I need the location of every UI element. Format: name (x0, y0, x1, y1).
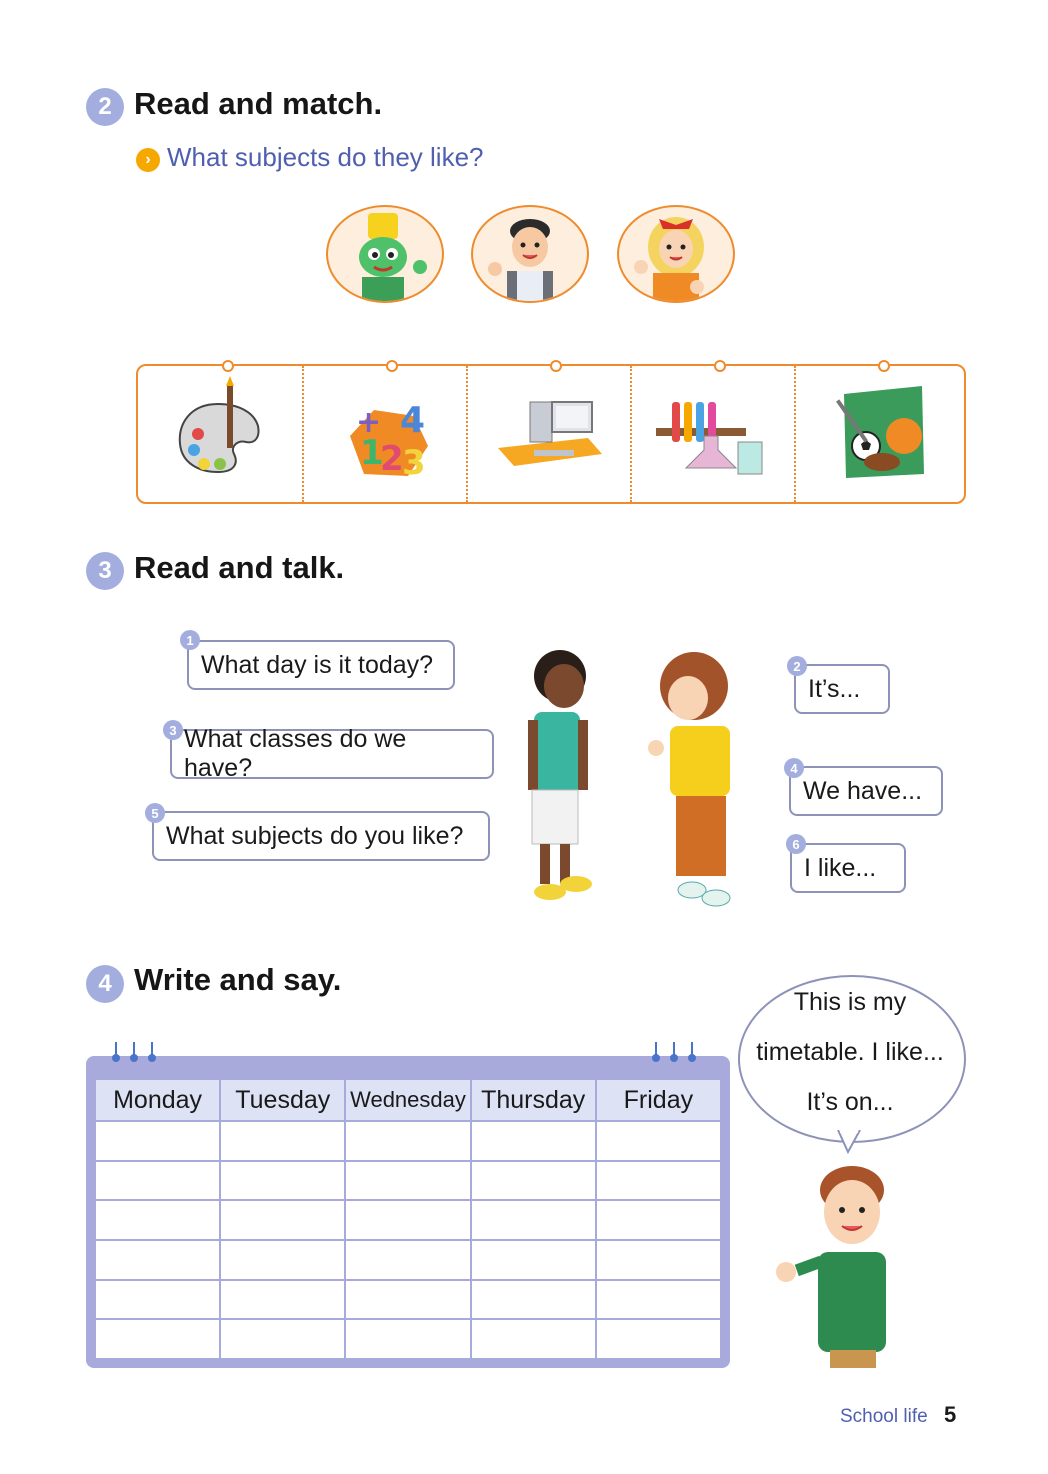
bubble-text: What classes do we have? (184, 725, 407, 782)
timetable-cell[interactable] (472, 1162, 595, 1200)
bubble-number: 6 (786, 834, 806, 854)
ring-icon (112, 1042, 120, 1064)
ring-icon (688, 1042, 696, 1064)
bubble-text: We have... (803, 776, 923, 805)
timetable-cell[interactable] (472, 1201, 595, 1239)
speech-bubble-6 (790, 843, 906, 893)
turtle-character-icon (328, 207, 442, 301)
bubble-text: I like... (804, 853, 877, 882)
timetable-cell[interactable] (346, 1201, 469, 1239)
speech-bubble-3 (170, 725, 494, 782)
timetable-cell[interactable] (346, 1281, 469, 1319)
two-children-illustration (520, 640, 760, 912)
bubble-number: 4 (784, 758, 804, 778)
avatar-boy (471, 205, 589, 303)
timetable-cell[interactable] (597, 1162, 720, 1200)
footer-unit-label: School life (840, 1406, 928, 1427)
speech-line-1: This is my (793, 988, 907, 1016)
subject-science[interactable] (630, 366, 796, 502)
bubble-number: 1 (180, 630, 200, 650)
subject-art[interactable] (138, 366, 302, 502)
bubble-text: It’s... (808, 674, 861, 703)
page-number: 5 (944, 1402, 957, 1427)
timetable-cell[interactable] (472, 1241, 595, 1279)
bubble-text: What day is it today? (201, 650, 434, 679)
ring-icon (148, 1042, 156, 1064)
svg-text:1: 1 (360, 433, 384, 473)
timetable-cell[interactable] (346, 1241, 469, 1279)
subject-picture-strip (136, 364, 966, 504)
computer-icon (468, 366, 632, 502)
ring-icon (130, 1042, 138, 1064)
timetable-cell[interactable] (96, 1162, 219, 1200)
timetable (86, 1056, 730, 1368)
timetable-cell[interactable] (597, 1201, 720, 1239)
subject-pe[interactable] (794, 366, 960, 502)
day-header-thursday: Thursday (472, 1080, 595, 1120)
timetable-cell[interactable] (346, 1122, 469, 1160)
boy-character-icon (473, 207, 587, 301)
timetable-cell[interactable] (597, 1281, 720, 1319)
day-header-wednesday: Wednesday (346, 1080, 469, 1120)
bubble-number: 3 (163, 720, 183, 740)
section-4-title: Write and say. (134, 962, 342, 997)
timetable-cell[interactable] (221, 1122, 344, 1160)
speech-line-3: It’s on... (806, 1088, 894, 1116)
timetable-cell[interactable] (597, 1122, 720, 1160)
timetable-cell[interactable] (221, 1201, 344, 1239)
girl-character-icon (619, 207, 733, 301)
timetable-cell[interactable] (221, 1241, 344, 1279)
maths-numbers-icon (304, 366, 468, 502)
bubble-number: 2 (787, 656, 807, 676)
timetable-cell[interactable] (96, 1320, 219, 1358)
timetable-cell[interactable] (221, 1162, 344, 1200)
speech-bubble-5 (152, 811, 490, 861)
timetable-cell[interactable] (96, 1122, 219, 1160)
day-header-monday: Monday (96, 1080, 219, 1120)
timetable-cell[interactable] (346, 1320, 469, 1358)
speech-bubble-2 (794, 664, 890, 714)
svg-text:4: 4 (400, 400, 426, 441)
avatar-turtle-character (326, 205, 444, 303)
timetable-cell[interactable] (472, 1320, 595, 1358)
subject-computer[interactable] (466, 366, 632, 502)
section-3-number: 3 (86, 552, 124, 590)
timetable-cell[interactable] (96, 1201, 219, 1239)
section-3-title: Read and talk. (134, 550, 345, 585)
ring-icon (670, 1042, 678, 1064)
timetable-grid (96, 1080, 720, 1358)
day-header-tuesday: Tuesday (221, 1080, 344, 1120)
timetable-cell[interactable] (221, 1281, 344, 1319)
boy-presenting-illustration (772, 1160, 932, 1368)
timetable-cell[interactable] (96, 1281, 219, 1319)
svg-text:+: + (356, 405, 382, 440)
timetable-cell[interactable] (96, 1241, 219, 1279)
bubble-text: What subjects do you like? (166, 821, 464, 850)
section-2-number: 2 (86, 88, 124, 126)
speech-bubble-1 (187, 640, 455, 690)
art-palette-icon (138, 366, 302, 502)
timetable-cell[interactable] (346, 1162, 469, 1200)
section-2-title: Read and match. (134, 86, 383, 121)
speech-bubble-tail-icon (836, 1130, 866, 1154)
timetable-cell[interactable] (472, 1281, 595, 1319)
avatar-girl (617, 205, 735, 303)
bubble-number: 5 (145, 803, 165, 823)
timetable-cell[interactable] (221, 1320, 344, 1358)
pe-sports-balls-icon (796, 366, 960, 502)
arrow-bullet-icon: › (136, 148, 160, 172)
timetable-cell[interactable] (472, 1122, 595, 1160)
svg-text:2: 2 (380, 439, 404, 479)
section-2-instruction: What subjects do they like? (167, 142, 484, 172)
subject-maths[interactable] (302, 366, 468, 502)
ring-icon (652, 1042, 660, 1064)
science-test-tubes-icon (632, 366, 796, 502)
svg-text:3: 3 (402, 443, 426, 483)
speech-line-2: timetable. I like... (756, 1038, 944, 1066)
timetable-cell[interactable] (597, 1241, 720, 1279)
timetable-cell[interactable] (597, 1320, 720, 1358)
day-header-friday: Friday (597, 1080, 720, 1120)
section-4-number: 4 (86, 965, 124, 1003)
speech-bubble-4 (789, 766, 943, 816)
